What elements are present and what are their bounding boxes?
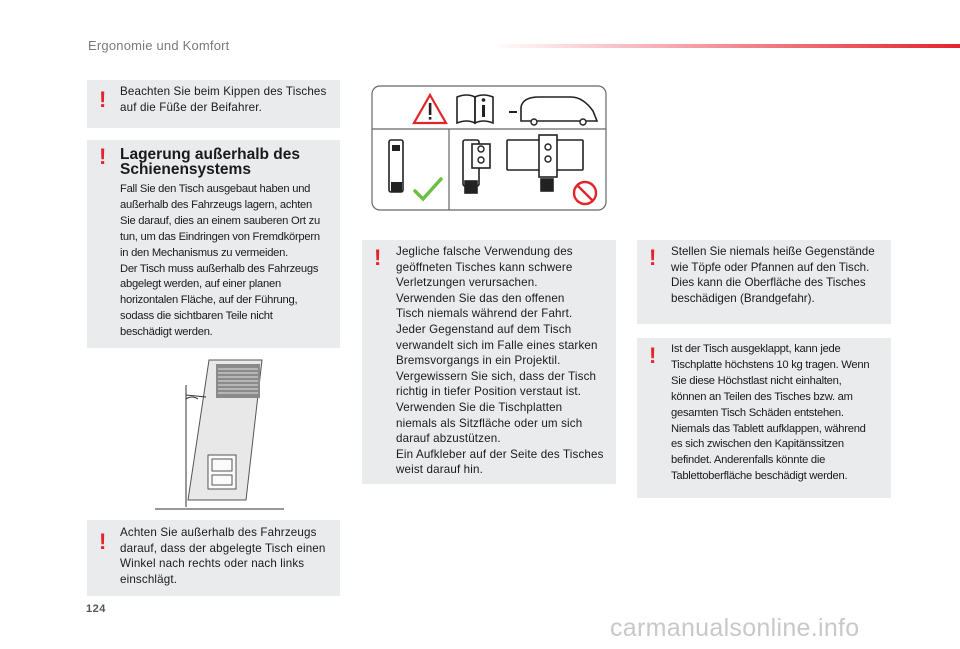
table-illustration bbox=[150, 355, 290, 515]
tilt-warning-text: Beachten Sie beim Kippen des Tisches auf die Füße der Beifahrer. bbox=[120, 85, 327, 114]
tilt-warning-box bbox=[87, 80, 340, 128]
page-number: 124 bbox=[86, 603, 106, 615]
warning-exclamation-icon: ! bbox=[99, 529, 107, 554]
storage-box bbox=[87, 140, 340, 348]
warning-exclamation-icon: ! bbox=[99, 87, 107, 112]
warning-exclamation-icon: ! bbox=[649, 245, 657, 270]
misuse-warning-box bbox=[362, 240, 616, 484]
watermark: carmanualsonline.info bbox=[610, 614, 860, 642]
header-accent-bar bbox=[490, 44, 960, 48]
section-title: Ergonomie und Komfort bbox=[88, 38, 230, 53]
angle-warning-box bbox=[87, 520, 340, 596]
warning-exclamation-icon: ! bbox=[99, 144, 107, 169]
storage-title: Lagerung außerhalb des Schienensystems bbox=[120, 146, 301, 178]
warning-exclamation-icon: ! bbox=[374, 245, 382, 270]
stowed-table-icon bbox=[389, 140, 403, 192]
warning-sticker-illustration bbox=[371, 85, 607, 211]
warning-exclamation-icon: ! bbox=[649, 343, 657, 368]
hot-items-warning-box bbox=[637, 240, 891, 324]
angle-warning-text: Achten Sie außerhalb des Fahrzeugs darauf, dass der abgelegte Tisch einen Winkel nach rechts oder nach links einschlägt. bbox=[120, 526, 326, 586]
misuse-warning-text: Jegliche falsche Verwendung des geöffneten Tisches kann schwere Verletzungen verursachen. Verwenden Sie das den offenen Tisch niemals während der Fahrt. Jeder Gegenstand auf dem Tisch verwandelt sich im Falle eines starken Bremsvorgangs in ein Projektil. Vergewissern Sie sich, dass der Tisch richtig in tiefer Position verstaut ist. Verwenden Sie die Tischplatten niemals als Sitzfläche oder um sich darauf abzustützen. Ein Aufkleber auf der Seite des Tisches weist darauf hin. bbox=[396, 245, 604, 477]
load-warning-box bbox=[637, 338, 891, 498]
hot-items-warning-text: Stellen Sie niemals heiße Gegenstände wie Töpfe oder Pfannen auf den Tisch. Dies kann die Oberfläche des Tisches beschädigen (Brandgefahr). bbox=[671, 245, 875, 305]
storage-text: Fall Sie den Tisch ausgebaut haben und außerhalb des Fahrzeugs lagern, achten Sie darauf, dies an einem sauberen Ort zu tun, um das Eindringen von Fremdkörpern in den Mechanismus zu vermeiden. Der Tisch muss außerhalb des Fahrzeugs abgelegt werden, auf einer planen horizontalen Fläche, auf der Führung, sodass die sichtbaren Teile nicht beschädigt werden. bbox=[120, 183, 320, 339]
load-warning-text: Ist der Tisch ausgeklappt, kann jede Tischplatte höchstens 10 kg tragen. Wenn Sie diese Höchstlast nicht einhalten, können an Teilen des Tisches bzw. am gesamten Tisch Schäden entstehen. Niemals das Tablett aufklappen, während es sich zwischen den Kapitänssitzen befindet. Anderenfalls könnte die Tablettoberfläche beschädigt werden. bbox=[671, 343, 870, 483]
